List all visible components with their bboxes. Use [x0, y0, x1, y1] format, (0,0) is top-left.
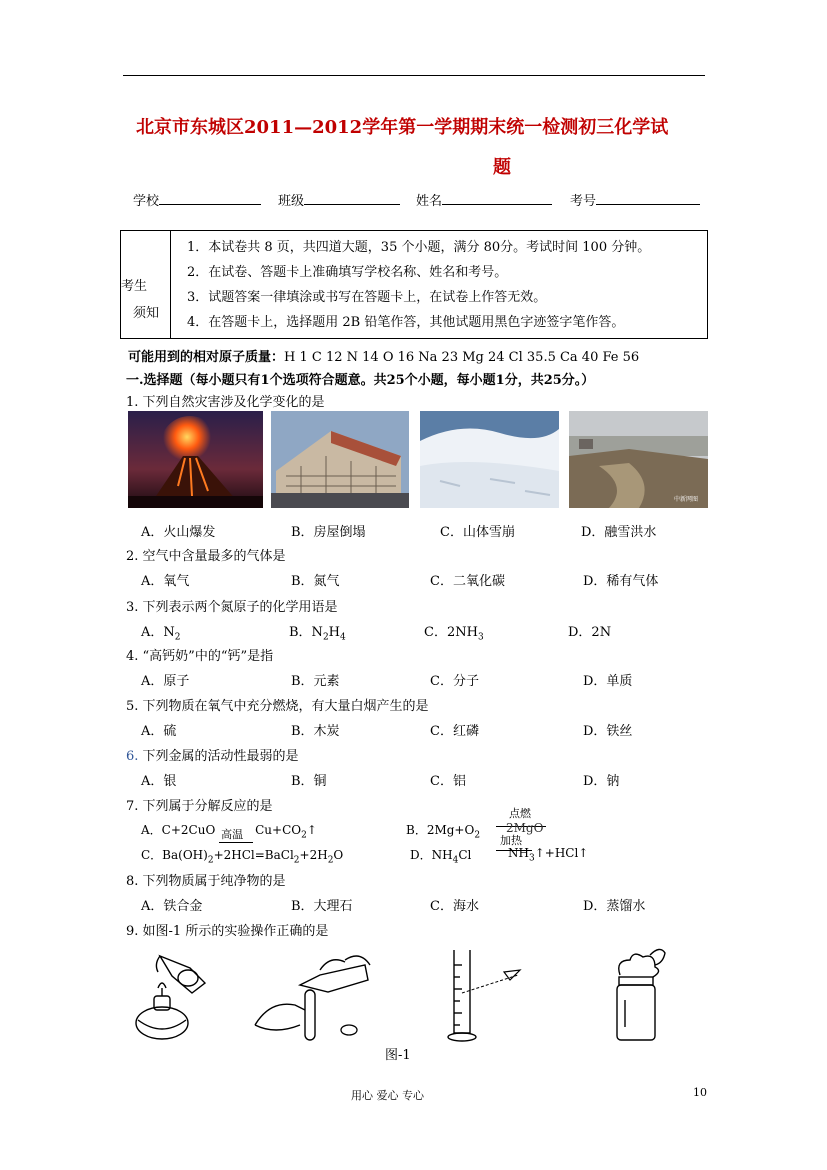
- atomic-mass-values: H 1 C 12 N 14 O 16 Na 23 Mg 24 Cl 35.5 Ca 40 Fe 56: [284, 350, 640, 365]
- name-field: [416, 190, 552, 209]
- subscript: 3: [528, 853, 535, 864]
- option-a[interactable]: A．铁合金: [141, 899, 203, 914]
- question-stem: 8. 下列物质属于纯净物的是: [126, 874, 286, 889]
- option-c[interactable]: [141, 846, 343, 865]
- option-c[interactable]: C．铝: [430, 774, 466, 789]
- class-label: 班级: [278, 194, 305, 209]
- page-title: 北京市东城区2011—2012学年第一学期期末统一检测初三化学试: [136, 117, 669, 138]
- option-d-text: D．NH: [410, 848, 453, 862]
- option-b-text: B．N: [289, 625, 323, 640]
- condition-label: 点燃: [509, 807, 531, 820]
- option-c-text-2: +2HCl=BaCl: [213, 848, 294, 862]
- notice-label-1: 考生: [121, 279, 148, 294]
- option-c-text-3: +2H: [299, 848, 328, 862]
- alcohol-lamp-figure: [130, 948, 210, 1043]
- subscript: 4: [340, 632, 346, 643]
- option-d-product: [508, 846, 588, 863]
- gas-jar-figure: [605, 945, 675, 1045]
- option-c[interactable]: C．红磷: [430, 724, 479, 739]
- avalanche-image: [420, 411, 559, 508]
- option-b[interactable]: [289, 621, 346, 643]
- school-field: [133, 190, 261, 209]
- option-b[interactable]: [406, 821, 480, 840]
- option-c[interactable]: C．海水: [430, 899, 479, 914]
- subscript: 2: [174, 632, 181, 643]
- question-stem: 5. 下列物质在氧气中充分燃烧，有大量白烟产生的是: [126, 699, 429, 714]
- header-rule: [123, 75, 705, 76]
- option-a-text: A．C+2CuO: [141, 823, 216, 837]
- school-blank[interactable]: [159, 191, 261, 205]
- option-b[interactable]: B．铜: [291, 774, 327, 789]
- option-a-product: Cu+CO: [255, 823, 302, 837]
- question-stem: 3. 下列表示两个氮原子的化学用语是: [126, 600, 338, 615]
- section-heading: 一.选择题（每小题只有1个选项符合题意。共25个小题，每小题1分，共25分。）: [126, 373, 595, 388]
- option-b[interactable]: B．氮气: [291, 574, 340, 589]
- subscript: 2: [327, 855, 334, 866]
- name-label: 姓名: [416, 194, 443, 209]
- page-number: 10: [693, 1086, 707, 1099]
- subscript: 2: [293, 855, 300, 866]
- atomic-mass-line: [128, 346, 639, 365]
- name-blank[interactable]: [442, 191, 552, 205]
- atomic-mass-label: 可能用到的相对原子质量：: [128, 350, 285, 365]
- footer-center: 用心 爱心 专心: [351, 1089, 424, 1102]
- option-b[interactable]: B．元素: [291, 674, 340, 689]
- condition-label: 高温: [221, 828, 244, 841]
- class-blank[interactable]: [304, 191, 400, 205]
- option-d-product-end: ↑+HCl↑: [534, 846, 589, 860]
- option-b-text-2: H: [328, 625, 341, 640]
- option-d[interactable]: D．铁丝: [583, 724, 633, 739]
- figure-caption: 图-1: [385, 1048, 411, 1063]
- option-d[interactable]: D．钠: [583, 774, 620, 789]
- page-title-cont: 题: [493, 157, 511, 178]
- question-number: 6.: [126, 749, 139, 764]
- question-stem: 9. 如图-1 所示的实验操作正确的是: [126, 924, 329, 939]
- option-b-product: 2MgO: [506, 821, 544, 835]
- option-c[interactable]: [424, 621, 484, 643]
- number-field: [570, 190, 700, 209]
- option-a[interactable]: A．硫: [141, 724, 177, 739]
- subscript: 4: [452, 855, 459, 866]
- option-b[interactable]: B．房屋倒塌: [291, 525, 366, 540]
- test-tube-figure: [250, 950, 380, 1045]
- question-stem: 7. 下列属于分解反应的是: [126, 799, 273, 814]
- option-d[interactable]: D．稀有气体: [583, 574, 659, 589]
- subscript: 2: [207, 855, 214, 866]
- option-d[interactable]: [410, 846, 471, 865]
- option-a[interactable]: A．火山爆发: [141, 525, 216, 540]
- number-label: 考号: [570, 194, 597, 209]
- option-a[interactable]: [141, 821, 317, 840]
- question-stem: [126, 745, 299, 764]
- flood-image: [569, 411, 708, 508]
- school-label: 学校: [133, 194, 160, 209]
- notice-item: 4．在答题卡上，选择题用 2B 铅笔作答，其他试题用黑色字迹签字笔作答。: [187, 315, 625, 330]
- option-d[interactable]: D．融雪洪水: [581, 525, 657, 540]
- option-c-text-4: O: [333, 848, 344, 862]
- collapsed-building-image: [271, 411, 409, 508]
- condition-line: [219, 842, 253, 843]
- notice-label-cell: [121, 231, 171, 338]
- option-c-text: C．2NH: [424, 625, 478, 640]
- subscript: 2: [474, 830, 481, 841]
- option-d[interactable]: D．蒸馏水: [583, 899, 646, 914]
- subscript: 3: [477, 632, 484, 643]
- option-c[interactable]: C．分子: [430, 674, 479, 689]
- option-d-text-2: Cl: [458, 848, 472, 862]
- subscript: 2: [322, 632, 329, 643]
- question-stem: 4. “高钙奶”中的“钙”是指: [126, 649, 274, 664]
- gas-arrow: ↑: [306, 823, 317, 837]
- option-a-text: A．N: [141, 625, 175, 640]
- option-b-text: B．2Mg+O: [406, 823, 475, 837]
- option-d-product-text: NH: [508, 846, 529, 860]
- option-a[interactable]: A．氧气: [141, 574, 190, 589]
- option-a[interactable]: [141, 621, 181, 643]
- option-c[interactable]: C．山体雪崩: [440, 525, 515, 540]
- photo-watermark: 中新网图: [674, 496, 699, 503]
- notice-box: [120, 230, 708, 339]
- question-text: 下列金属的活动性最弱的是: [138, 749, 299, 764]
- option-c[interactable]: C．二氧化碳: [430, 574, 505, 589]
- notice-item: 1．本试卷共 8 页，共四道大题，35 个小题，满分 80分。考试时间 100 分钟。: [187, 240, 651, 255]
- graduated-cylinder-figure: [440, 945, 545, 1045]
- notice-label-2: 须知: [133, 306, 160, 321]
- notice-item: 3．试题答案一律填涂或书写在答题卡上，在试卷上作答无效。: [187, 290, 547, 305]
- volcano-image: [128, 411, 263, 508]
- option-d[interactable]: D．单质: [583, 674, 633, 689]
- notice-item: 2．在试卷、答题卡上准确填写学校名称、姓名和考号。: [187, 265, 508, 280]
- option-c-text: C．Ba(OH): [141, 848, 208, 862]
- question-stem: 1. 下列自然灾害涉及化学变化的是: [126, 395, 325, 410]
- question-stem: 2. 空气中含量最多的气体是: [126, 549, 286, 564]
- option-b[interactable]: B．木炭: [291, 724, 340, 739]
- option-a[interactable]: A．原子: [141, 674, 190, 689]
- option-b[interactable]: B．大理石: [291, 899, 353, 914]
- option-d[interactable]: D．2N: [568, 625, 612, 640]
- condition-label: 加热: [500, 834, 522, 847]
- class-field: [278, 190, 400, 209]
- option-a[interactable]: A．银: [141, 774, 177, 789]
- subscript: 2: [301, 830, 307, 841]
- number-blank[interactable]: [596, 191, 700, 205]
